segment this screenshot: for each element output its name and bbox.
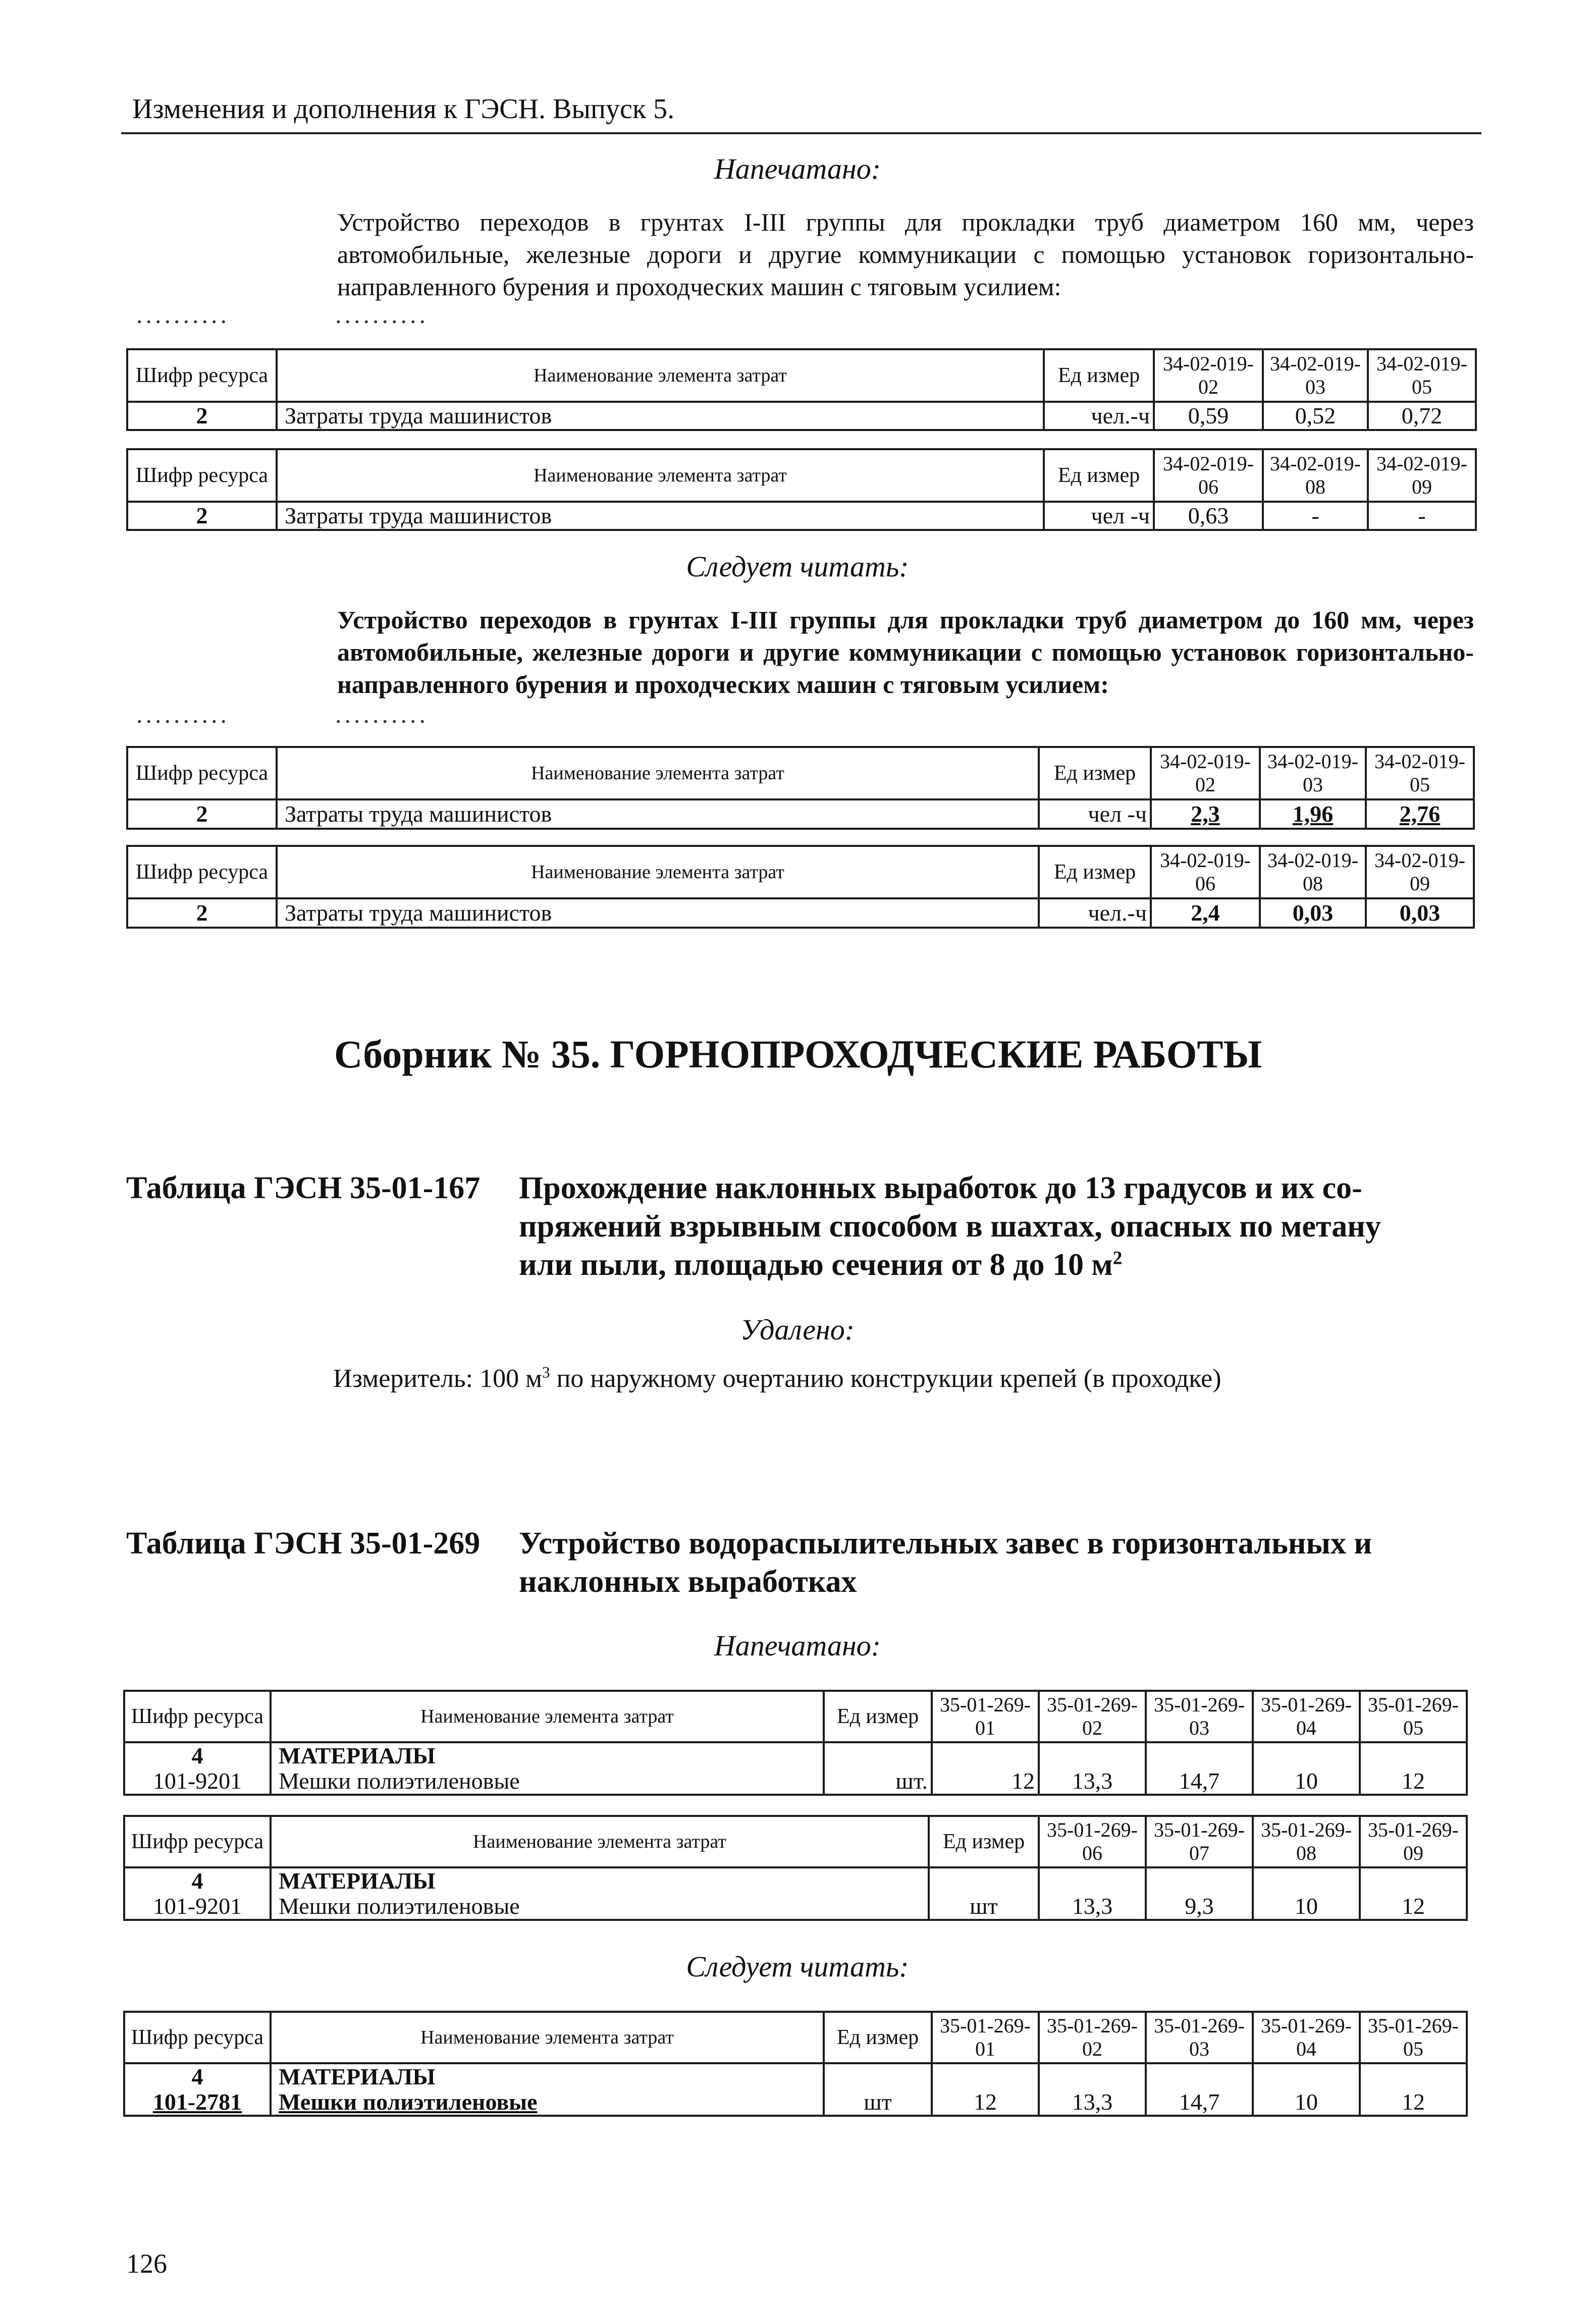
table-header-row [127,449,1476,502]
running-header: Изменения и дополнения к ГЭСН. Выпуск 5. [132,93,675,125]
cell-empty [929,1867,1039,1894]
read-paragraph: Устройство переходов в грунтах I-III группы для прокладки труб диаметром до 160 мм, через автомобильные, железные дороги и другие коммуникации с помощью установок горизонтально-направленного бурения и проходческих машин с тяговым усилием: [337,606,1474,699]
cell-cost-element: Мешки полиэтиленовые [271,2089,824,2116]
header-unit: Ед измер [1044,349,1154,402]
cell-empty [932,2063,1039,2089]
printed-paragraph: Устройство переходов в грунтах I-III группы для прокладки труб диаметром 160 мм, через автомобильные, железные дороги и другие коммуникации с помощью установок горизонтально-направленного бурения и проходческих машин с тяговым усилием: [337,208,1474,301]
cell-empty [1253,1742,1360,1768]
header-cost-element: Наименование элемента затрат [271,2012,824,2063]
cell-value: 12 [1360,1768,1467,1795]
header-code: 34-02-019-03 [1260,747,1366,799]
cell-group-name: МАТЕРИАЛЫ [271,1742,824,1768]
cell-empty [1146,1742,1253,1768]
header-resource-code: Шифр ресурса [124,1816,271,1867]
read-label: Следует читать: [686,1950,909,1983]
table-row [124,1742,1467,1768]
header-resource-code: Шифр ресурса [127,846,277,898]
cell-value: 1,96 [1260,799,1366,829]
cell-value: 0,03 [1260,898,1366,928]
cell-resource-code: 101-9201 [124,1768,271,1795]
header-code: 34-02-019-09 [1366,846,1474,898]
header-code: 35-01-269-01 [932,2012,1039,2063]
ellipsis-right: .......... [335,700,429,728]
cell-empty [1146,2063,1253,2089]
read-materials-table-a [123,2011,1468,2117]
cell-value: 12 [1360,2089,1467,2116]
table-row [127,402,1476,430]
cell-value: 2,76 [1366,799,1474,829]
table-269-title-line2: наклонных выработках [519,1565,857,1599]
measure-text: Измеритель: 100 м [333,1364,542,1393]
read-label: Следует читать: [686,550,909,583]
header-cost-element: Наименование элемента затрат [277,349,1044,402]
cell-cost-element: Затраты труда машинистов [277,502,1044,530]
header-resource-code: Шифр ресурса [124,2012,271,2063]
cell-unit: чел.-ч [1044,402,1154,430]
table-header-row [124,2012,1467,2063]
table-row [127,799,1474,829]
measure-text: по наружному очертанию конструкции крепей (в проходке) [550,1364,1221,1393]
header-code: 34-02-019-06 [1151,846,1260,898]
header-code: 34-02-019-05 [1368,349,1476,402]
table-header-row [127,846,1474,898]
cell-value: 13,3 [1039,1768,1146,1795]
cell-empty [824,1742,932,1768]
cell-cost-element: Мешки полиэтиленовые [271,1894,929,1920]
table-header-row [124,1691,1467,1742]
header-code: 35-01-269-04 [1253,1691,1360,1742]
table-row [124,1867,1467,1894]
cell-group-name: МАТЕРИАЛЫ [271,2063,824,2089]
header-cost-element: Наименование элемента затрат [277,449,1044,502]
header-code: 35-01-269-04 [1253,2012,1360,2063]
cell-resource-code: 2 [127,898,277,928]
cell-resource-code: 2 [127,402,277,430]
header-unit: Ед измер [824,2012,932,2063]
cell-unit: чел.-ч [1039,898,1151,928]
superscript: 2 [1112,1248,1123,1269]
printed-materials-table-a [123,1690,1468,1796]
ellipsis-left: .......... [136,700,230,728]
section-title: Сборник № 35. ГОРНОПРОХОДЧЕСКИЕ РАБОТЫ [334,1032,1262,1076]
superscript: 3 [542,1363,550,1381]
cell-empty [1360,1742,1467,1768]
header-code: 34-02-019-05 [1366,747,1474,799]
header-code: 35-01-269-09 [1360,1816,1467,1867]
ellipsis-right: .......... [335,300,429,329]
cell-value: 9,3 [1146,1894,1253,1920]
table-row [127,502,1476,530]
table-167-title-line2: пряжений взрывным способом в шахтах, опасных по метану [519,1209,1381,1244]
header-unit: Ед измер [929,1816,1039,1867]
cell-empty [1360,1867,1467,1894]
cell-empty [1039,1867,1146,1894]
header-code: 35-01-269-08 [1253,1816,1360,1867]
cell-unit: чел -ч [1044,502,1154,530]
table-167-title-line3-text: или пыли, площадью сечения от 8 до 10 м [519,1248,1113,1282]
header-resource-code: Шифр ресурса [127,747,277,799]
header-code: 35-01-269-02 [1039,1691,1146,1742]
header-code: 34-02-019-09 [1368,449,1476,502]
measure-line [333,1363,1221,1393]
cell-value: 0,52 [1263,402,1368,430]
cell-group-name: МАТЕРИАЛЫ [271,1867,929,1894]
header-unit: Ед измер [1039,846,1151,898]
cell-value: 10 [1253,1894,1360,1920]
cell-value: 14,7 [1146,2089,1253,2116]
header-code: 34-02-019-02 [1151,747,1260,799]
cell-cost-element: Затраты труда машинистов [277,799,1039,829]
cell-value: 13,3 [1039,2089,1146,2116]
cell-value: - [1368,502,1476,530]
cell-value: 10 [1253,1768,1360,1795]
table-167-title-line1: Прохождение наклонных выработок до 13 градусов и их со- [519,1171,1362,1205]
cell-empty [824,2063,932,2089]
cell-value: 0,63 [1154,502,1263,530]
table-header-row [127,349,1476,402]
cell-value: 0,59 [1154,402,1263,430]
cell-empty [1039,1742,1146,1768]
cell-unit: шт [929,1894,1039,1920]
header-resource-code: Шифр ресурса [124,1691,271,1742]
cell-resource-code: 101-9201 [124,1894,271,1920]
table-row [124,2063,1467,2089]
table-269-prefix: Таблица ГЭСН 35-01-269 [126,1526,481,1561]
read-table-b [126,845,1475,929]
header-code: 34-02-019-06 [1154,449,1263,502]
cell-value: - [1263,502,1368,530]
printed-table-a [126,348,1477,431]
header-code: 35-01-269-05 [1360,2012,1467,2063]
cell-cost-element: Мешки полиэтиленовые [271,1768,824,1795]
header-code: 35-01-269-02 [1039,2012,1146,2063]
table-header-row [127,747,1474,799]
table-167-title-line3 [519,1246,1122,1284]
deleted-label: Удалено: [740,1313,855,1346]
table-269-title-line1: Устройство водораспылительных завес в горизонтальных и [519,1526,1372,1561]
header-code: 34-02-019-08 [1263,449,1368,502]
cell-value: 14,7 [1146,1768,1253,1795]
header-resource-code: Шифр ресурса [127,349,277,402]
header-cost-element: Наименование элемента затрат [271,1816,929,1867]
header-code: 35-01-269-07 [1146,1816,1253,1867]
cell-resource-code: 101-2781 [124,2089,271,2116]
cell-empty [1253,2063,1360,2089]
cell-cost-element: Затраты труда машинистов [277,898,1039,928]
printed-table-b [126,448,1477,531]
cell-value: 12 [932,1768,1039,1795]
cell-unit: шт. [824,1768,932,1795]
printed-materials-table-b [123,1815,1468,1921]
header-code: 35-01-269-01 [932,1691,1039,1742]
table-header-row [124,1816,1467,1867]
header-code: 34-02-019-02 [1154,349,1263,402]
header-cost-element: Наименование элемента затрат [271,1691,824,1742]
cell-value: 10 [1253,2089,1360,2116]
table-row [124,1768,1467,1795]
header-cost-element: Наименование элемента затрат [277,747,1039,799]
table-row [124,2089,1467,2116]
cell-unit: шт [824,2089,932,2116]
cell-value: 12 [1360,1894,1467,1920]
cell-empty [1039,2063,1146,2089]
cell-empty [932,1742,1039,1768]
cell-resource-code: 2 [127,502,277,530]
header-code: 34-02-019-08 [1260,846,1366,898]
cell-empty [1360,2063,1467,2089]
header-code: 34-02-019-03 [1263,349,1368,402]
table-row [127,898,1474,928]
cell-group-code: 4 [124,2063,271,2089]
printed-label: Напечатано: [714,1629,881,1662]
cell-value: 12 [932,2089,1039,2116]
cell-empty [1253,1867,1360,1894]
cell-group-code: 4 [124,1742,271,1768]
ellipsis-left: .......... [136,300,230,329]
cell-empty [1146,1867,1253,1894]
header-unit: Ед измер [1044,449,1154,502]
header-code: 35-01-269-05 [1360,1691,1467,1742]
header-code: 35-01-269-03 [1146,1691,1253,1742]
read-table-a [126,746,1475,830]
cell-resource-code: 2 [127,799,277,829]
cell-unit: чел -ч [1039,799,1151,829]
cell-cost-element: Затраты труда машинистов [277,402,1044,430]
header-cost-element: Наименование элемента затрат [277,846,1039,898]
header-resource-code: Шифр ресурса [127,449,277,502]
header-unit: Ед измер [824,1691,932,1742]
header-rule [121,132,1481,134]
table-row [124,1894,1467,1920]
header-code: 35-01-269-03 [1146,2012,1253,2063]
cell-value: 0,72 [1368,402,1476,430]
header-unit: Ед измер [1039,747,1151,799]
table-167-prefix: Таблица ГЭСН 35-01-167 [126,1171,481,1205]
cell-value: 2,4 [1151,898,1260,928]
page-number: 126 [126,2248,167,2279]
cell-value: 0,03 [1366,898,1474,928]
cell-value: 13,3 [1039,1894,1146,1920]
printed-label: Напечатано: [714,152,881,185]
cell-group-code: 4 [124,1867,271,1894]
cell-value: 2,3 [1151,799,1260,829]
header-code: 35-01-269-06 [1039,1816,1146,1867]
